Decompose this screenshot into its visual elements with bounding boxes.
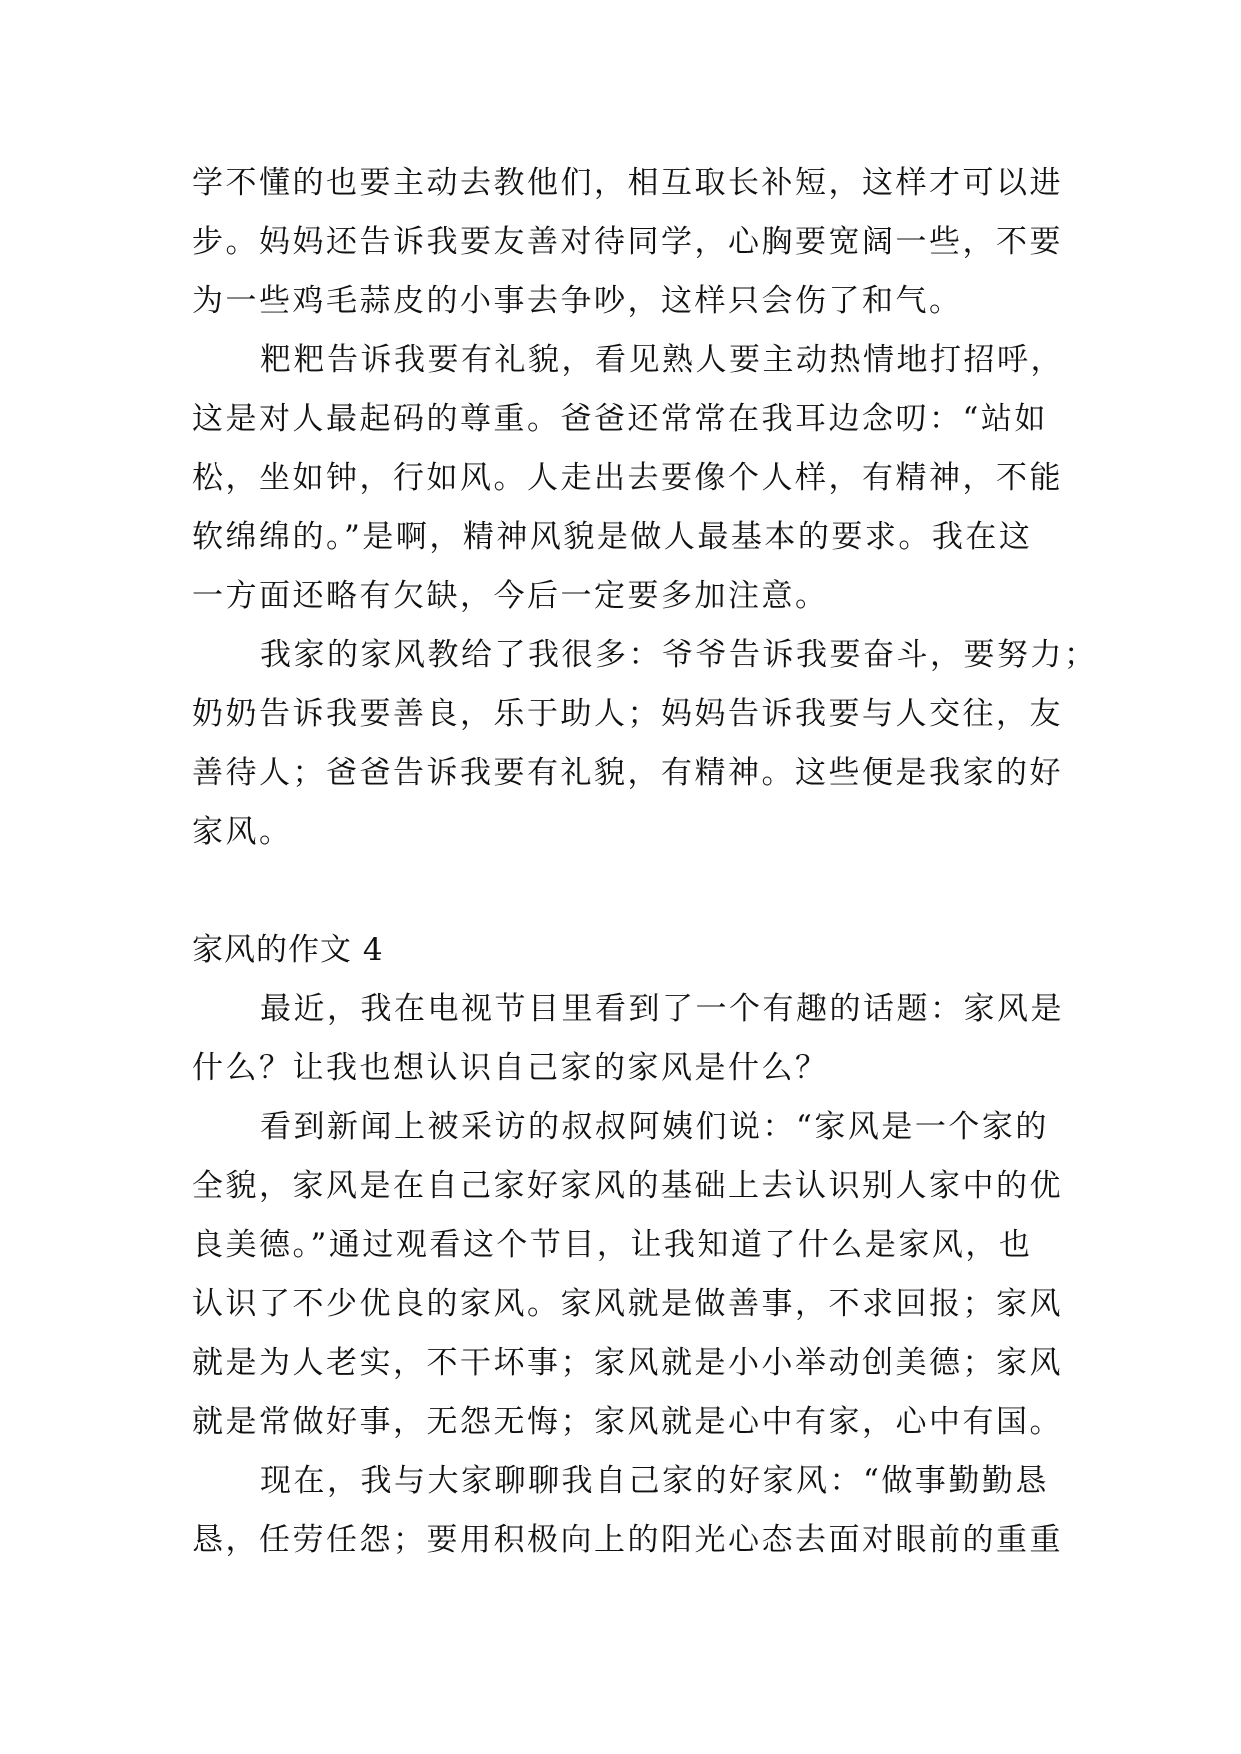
text-line: 奶奶告诉我要善良，乐于助人；妈妈告诉我要与人交往，友 xyxy=(192,696,1063,732)
essay-body xyxy=(192,154,1098,1570)
paragraph-start-line: 我家的家风教给了我很多：爷爷告诉我要奋斗，要努力； xyxy=(260,637,1098,673)
text-line: 良美德。”通过观看这个节目，让我知道了什么是家风，也 xyxy=(192,1227,1033,1263)
text-line: 一方面还略有欠缺，今后一定要多加注意。 xyxy=(192,578,829,614)
text-line: 认识了不少优良的家风。家风就是做善事，不求回报；家风 xyxy=(192,1286,1063,1322)
text-line: 学不懂的也要主动去教他们，相互取长补短，这样才可以进 xyxy=(192,165,1063,201)
text-line: 善待人；爸爸告诉我要有礼貌，有精神。这些便是我家的好 xyxy=(192,755,1063,791)
text-line: 软绵绵的。”是啊，精神风貌是做人最基本的要求。我在这 xyxy=(192,519,1033,555)
section-gap xyxy=(192,862,1052,921)
paragraph-start-line: 看到新闻上被采访的叔叔阿姨们说：“家风是一个家的 xyxy=(260,1109,1049,1145)
text-line: 就是常做好事，无怨无悔；家风就是心中有家，心中有国。 xyxy=(192,1404,1063,1440)
text-line: 松，坐如钟，行如风。人走出去要像个人样，有精神，不能 xyxy=(192,460,1063,496)
text-line: 就是为人老实，不干坏事；家风就是小小举动创美德；家风 xyxy=(192,1345,1063,1381)
paragraph-start-line: 最近，我在电视节目里看到了一个有趣的话题：家风是 xyxy=(260,991,1064,1027)
section-heading: 家风的作文 4 xyxy=(192,932,384,968)
text-line: 恳，任劳任怨；要用积极向上的阳光心态去面对眼前的重重 xyxy=(192,1522,1063,1558)
text-line: 步。妈妈还告诉我要友善对待同学，心胸要宽阔一些，不要 xyxy=(192,224,1063,260)
text-line: 什么？让我也想认识自己家的家风是什么？ xyxy=(192,1050,829,1086)
text-line: 为一些鸡毛蒜皮的小事去争吵，这样只会伤了和气。 xyxy=(192,283,963,319)
text-line: 家风。 xyxy=(192,814,293,850)
paragraph-start-line: 现在，我与大家聊聊我自己家的好家风：“做事勤勤恳 xyxy=(260,1463,1049,1499)
text-line: 这是对人最起码的尊重。爸爸还常常在我耳边念叨：“站如 xyxy=(192,401,1048,437)
text-line: 全貌，家风是在自己家好家风的基础上去认识别人家中的优 xyxy=(192,1168,1063,1204)
paragraph-start-line: 粑粑告诉我要有礼貌，看见熟人要主动热情地打招呼， xyxy=(260,342,1064,378)
